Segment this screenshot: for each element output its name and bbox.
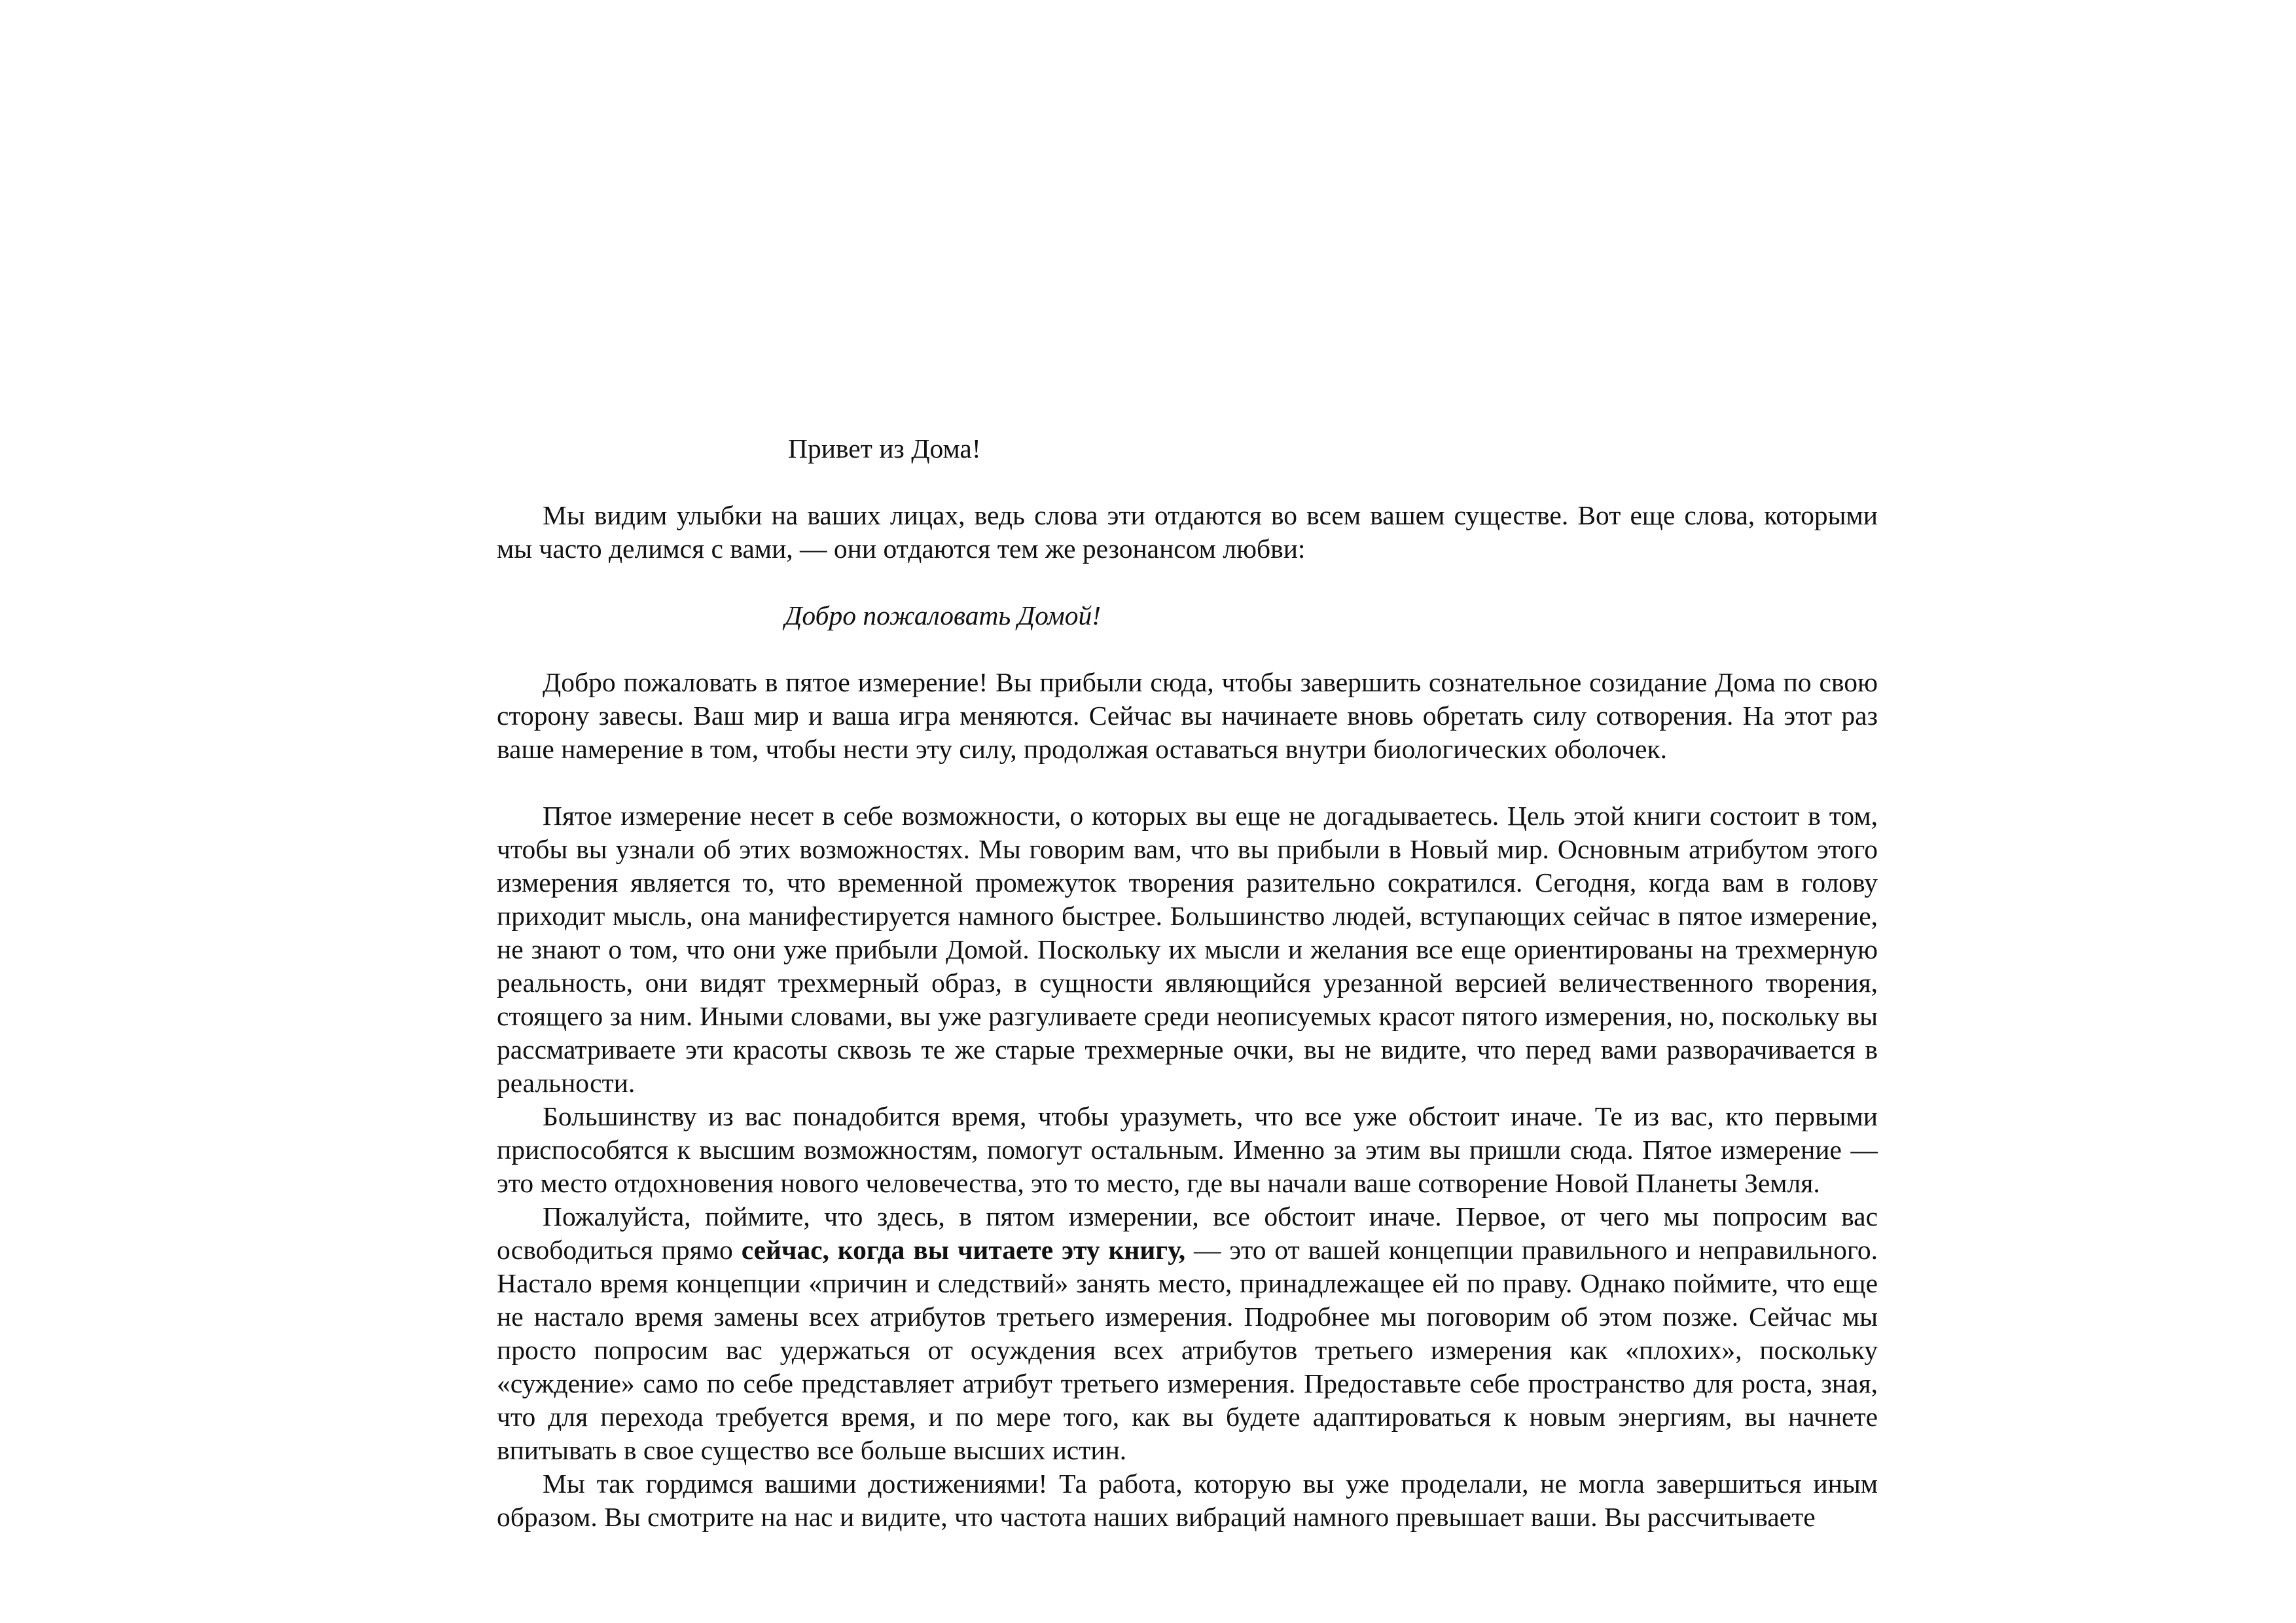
paragraph-fifth-dimension: Пятое измерение несет в себе возможности, о которых вы еще не догадываетесь. Цель этой книги состоит в том, чтобы вы узнали об этих возможностях. Мы говорим вам, что вы прибыли в Новый мир. Основным атрибутом этого измерения является то, что временной промежуток творения разительно сократился. Сегодня, когда вам в голову приходит мысль, она манифестируется намного быстрее. Большинство людей, вступающих сейчас в пятое измерение, не знают о том, что они уже прибыли Домой. Поскольку их мысли и желания все еще ориентированы на трехмерную реальность, они видят трехмерный образ, в сущности являющийся урезанной версией величественного творения, стоящего за ним. Иными словами, вы уже разгуливаете среди неописуемых красот пятого измерения, но, поскольку вы рассматриваете эти красоты сквозь те же старые трехмерные очки, вы не видите, что перед вами разворачивается в реальности. xyxy=(497,801,1878,1098)
paragraph-intro: Мы видим улыбки на ваших лицах, ведь слова эти отдаются во всем вашем существе. Вот еще слова, которыми мы часто делимся с вами, — они отдаются тем же резонансом любви: xyxy=(497,500,1878,564)
spacer xyxy=(497,465,1878,499)
bold-emphasis: сейчас, когда вы читаете эту книгу, xyxy=(741,1235,1186,1265)
text-body xyxy=(497,432,1878,1534)
paragraph-judgement-end: — это от вашей концепции правильного и неправильного. Настало время концепции «причин и следствий» занять место, принадлежащее ей по праву. Однако поймите, что еще не настало время замены всех атрибутов третьего измерения. Подробнее мы поговорим об этом позже. Сейчас мы просто попросим вас удержаться от осуждения всех атрибутов третьего измерения как «плохих», поскольку «суждение» само по себе представляет атрибут третьего измерения. Предоставьте себе пространство для роста, зная, что для перехода требуется время, и по мере того, как вы будете адаптироваться к новым энергиям, вы начнете впитывать в свое существо все больше высших истин. xyxy=(497,1235,1878,1465)
spacer xyxy=(497,632,1878,666)
spacer xyxy=(497,766,1878,799)
page-title: Привет из Дома! xyxy=(788,433,981,464)
greeting-line: Добро пожаловать Домой! xyxy=(785,600,1102,630)
paragraph-time: Большинству из вас понадобится время, чтобы уразуметь, что все уже обстоит иначе. Те из вас, кто первыми приспособятся к высшим возможностям, помогут остальным. Именно за этим вы пришли сюда. Пятое измерение — это место отдохновения нового человечества, это то место, где вы начали ваше сотворение Новой Планеты Земля. xyxy=(497,1101,1878,1198)
paragraph-welcome: Добро пожаловать в пятое измерение! Вы прибыли сюда, чтобы завершить сознательное созидание Дома по свою сторону завесы. Ваш мир и ваша игра меняются. Сейчас вы начинаете вновь обретать силу сотворения. На этот раз ваше намерение в том, чтобы нести эту силу, продолжая оставаться внутри биологических оболочек. xyxy=(497,667,1878,764)
paragraph-pride: Мы так гордимся вашими достижениями! Та работа, которую вы уже проделали, не могла завершиться иным образом. Вы смотрите на нас и видите, что частота наших вибраций намного превышает ваши. Вы рассчитываете xyxy=(497,1468,1878,1532)
paragraph-judgement xyxy=(497,1200,1878,1467)
spacer xyxy=(497,566,1878,599)
paragraph-judgement-start: Пожалуйста, поймите, что здесь, в пятом измерении, все обстоит иначе. Первое, от чего мы попросим вас освободиться прямо xyxy=(497,1201,1878,1265)
